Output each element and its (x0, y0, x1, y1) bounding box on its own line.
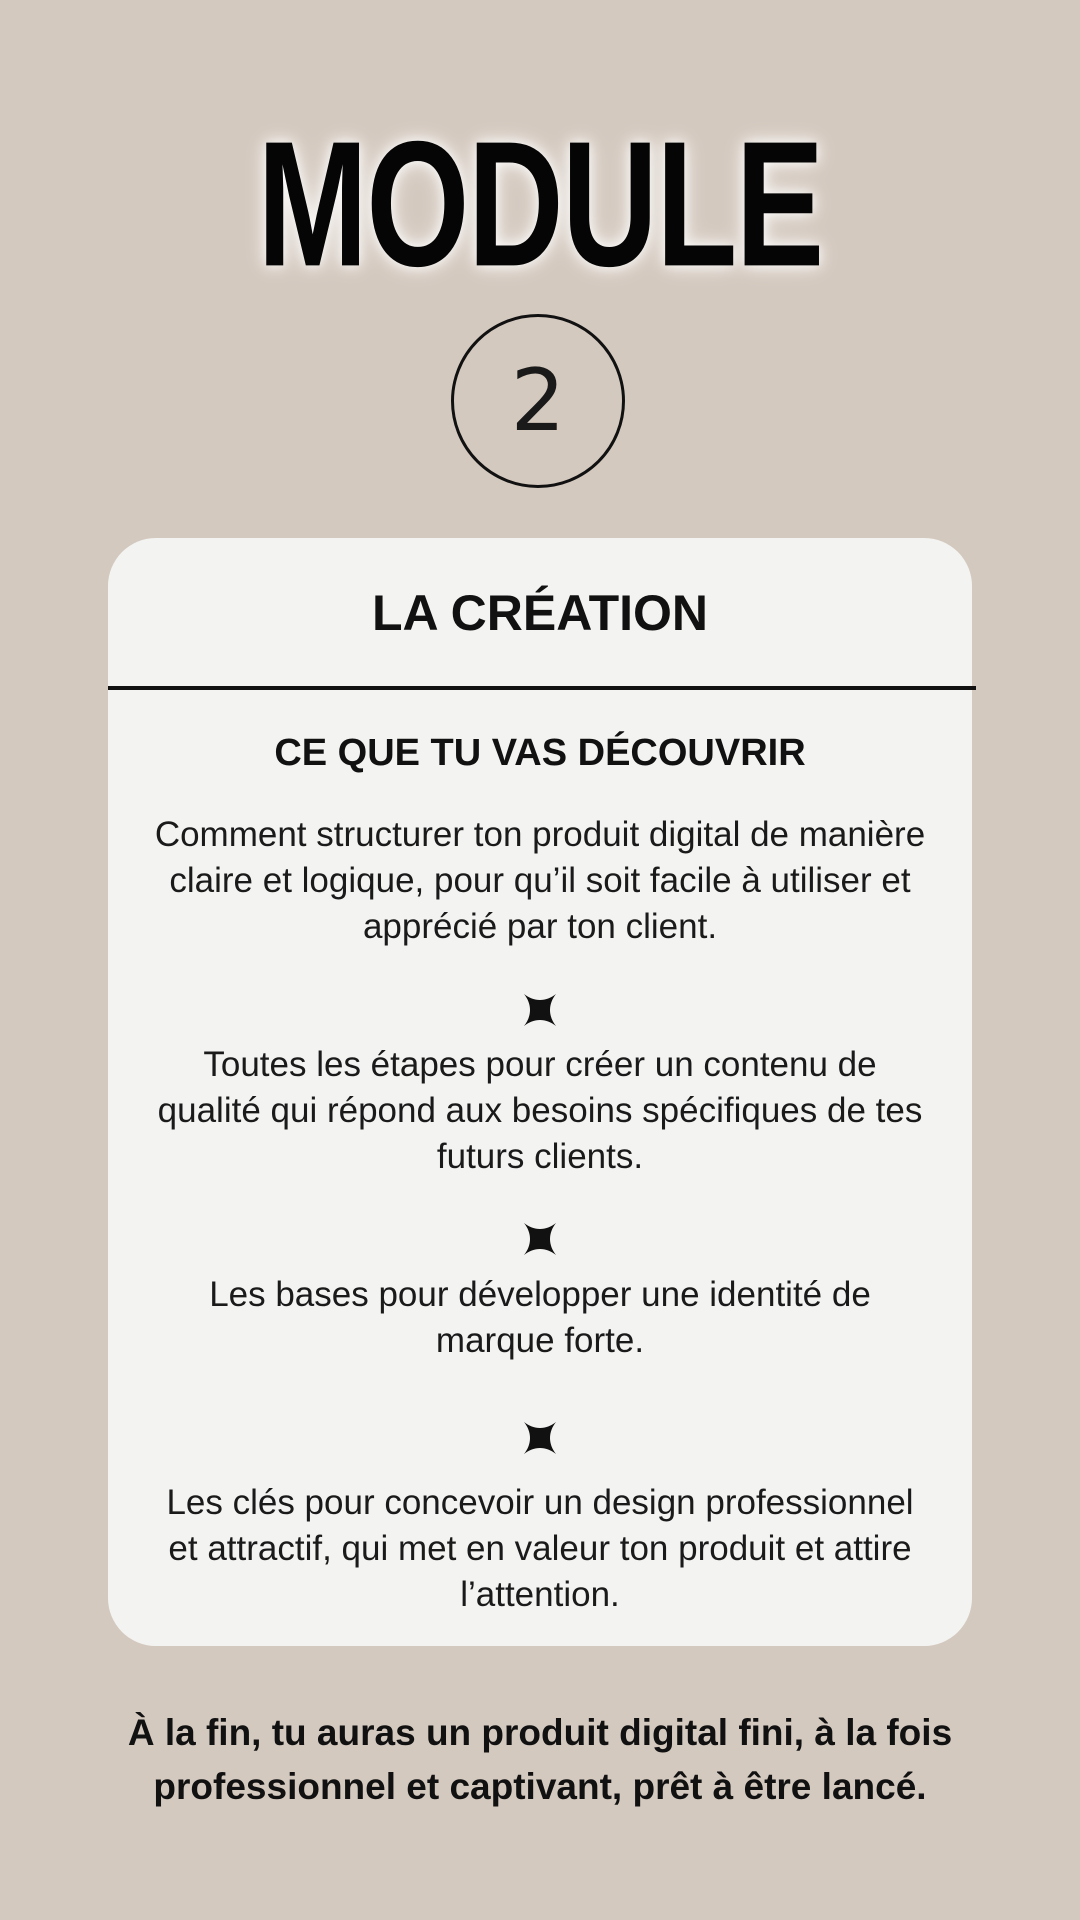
list-item: Les bases pour développer une identité de marque forte. (209, 1275, 871, 1360)
list-item: Toutes les étapes pour créer un contenu de qualité qui répond aux besoins spécifiques de tes futurs clients. (157, 1045, 923, 1176)
footer-summary: À la fin, tu auras un produit digital fini, à la fois professionnel et captivant, prêt à être lancé. (127, 1712, 953, 1807)
module-number-badge (451, 314, 625, 488)
list-item: Les clés pour concevoir un design professionnel et attractif, qui met en valeur ton produit et attire l’attention. (166, 1483, 914, 1614)
card-subtitle: CE QUE TU VAS DÉCOUVRIR (274, 732, 806, 774)
list-item: Comment structurer ton produit digital de manière claire et logique, pour qu’il soit facile à utiliser et apprécié par ton client. (154, 815, 926, 946)
card-title: LA CRÉATION (371, 585, 709, 641)
content-card (108, 538, 972, 1646)
four-point-star-icon (520, 990, 560, 1030)
module-title: MODULE (257, 104, 823, 305)
module-number: 2 (510, 351, 566, 451)
four-point-star-icon (520, 1418, 560, 1458)
card-divider (108, 686, 976, 690)
four-point-star-icon (520, 1219, 560, 1259)
